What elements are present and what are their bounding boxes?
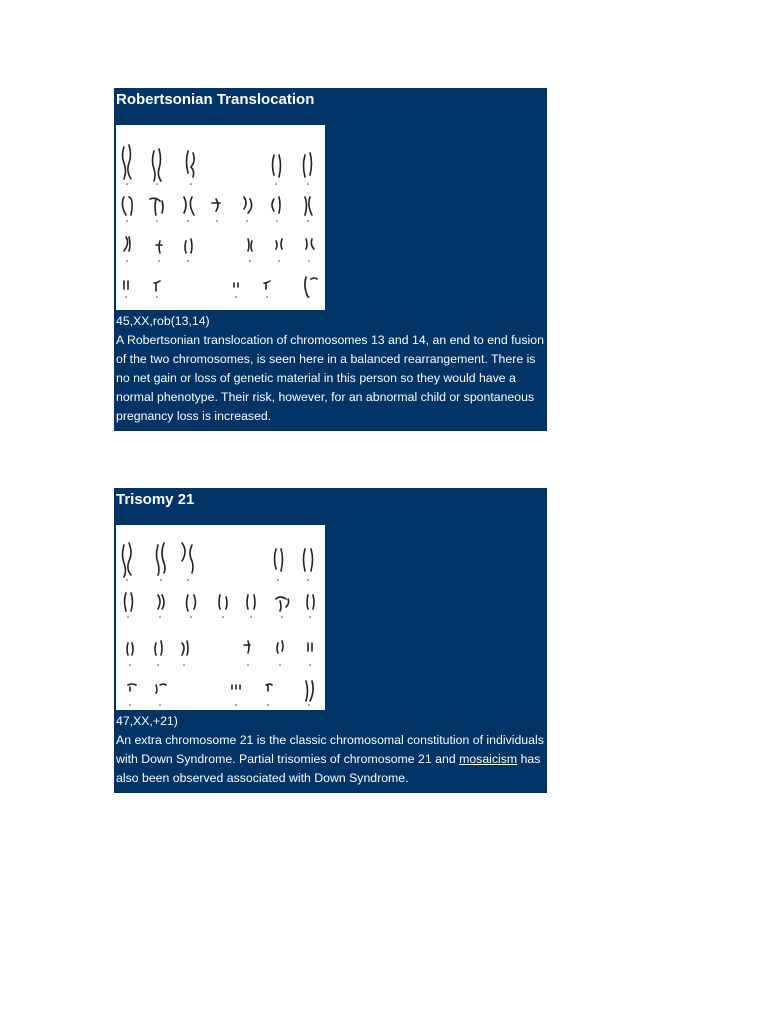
description-text-after: has also been observed associated with Down Syndrome.	[116, 752, 541, 785]
karyotype-image	[116, 525, 325, 710]
karyotype-image-1	[116, 125, 325, 310]
section-title: Trisomy 21	[116, 491, 195, 508]
karyotype-notation: 47,XX,+21)	[116, 714, 178, 728]
karyotype-notation: 45,XX,rob(13,14)	[116, 314, 210, 328]
karyotype-image-2	[116, 525, 325, 710]
description-text-before: An extra chromosome 21 is the classic chromosomal constitution of individuals with Down Syndrome. Partial trisomies of chromosome 21 and	[116, 733, 544, 766]
trisomy-21-panel	[114, 488, 547, 793]
karyotype-image	[116, 125, 325, 310]
robertsonian-translocation-panel	[114, 88, 547, 431]
section-title: Robertsonian Translocation	[116, 91, 315, 108]
mosaicism-link[interactable]: mosaicism	[459, 752, 518, 766]
section-description: A Robertsonian translocation of chromosomes 13 and 14, an end to end fusion of the two chromosomes, is seen here in a balanced rearrangement. There is no net gain or loss of genetic material in this person so they would have a normal phenotype. Their risk, however, for an abnormal child or spontaneous pregnancy loss is increased.	[116, 333, 544, 423]
section-description	[116, 731, 545, 788]
